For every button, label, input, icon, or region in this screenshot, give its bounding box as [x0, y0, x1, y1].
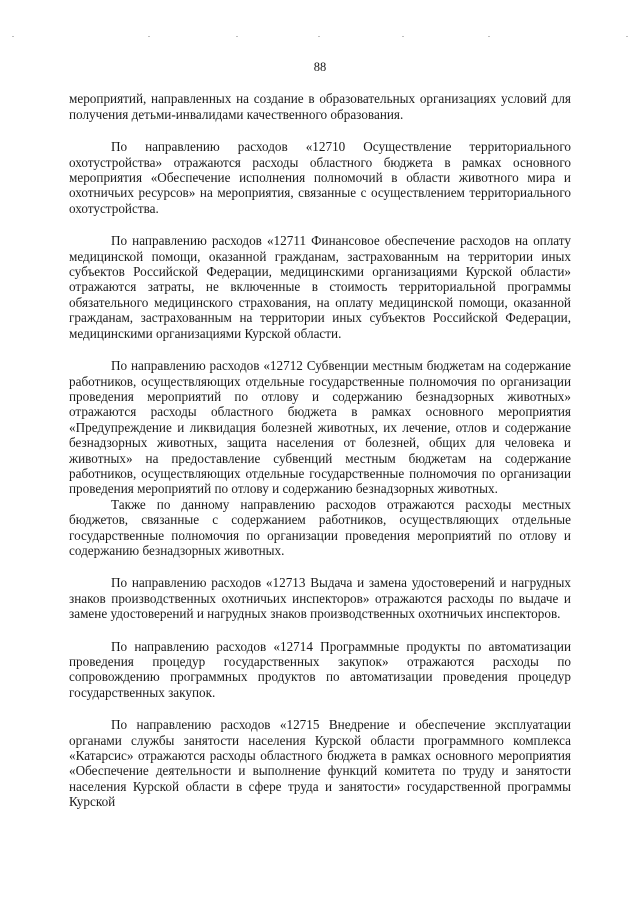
paragraph-12711: По направлению расходов «12711 Финансовое обеспечение расходов на оплату медицинской помощи, оказанной гражданам, застрахованным на территории иных субъектов Российской Федерации, медицинскими организациями Курской области» отражаются затраты, не включенные в стоимость территориальной программы обязательного медицинского страхования, на оплату медицинской помощи, оказанной гражданам, застрахованным на территории иных субъектов Российской Федерации, медицинскими организациями Курской области.	[69, 233, 571, 341]
paragraph-12715: По направлению расходов «12715 Внедрение и обеспечение эксплуатации органами службы занятости населения Курской области программного комплекса «Катарсис» отражаются расходы областного бюджета в рамках основного мероприятия «Обеспечение деятельности и выполнение функций комитета по труду и занятости населения Курской области в сфере труда и занятости» государственной программы Курской	[69, 717, 571, 810]
paragraph-12712: По направлению расходов «12712 Субвенции местным бюджетам на содержание работников, осуществляющих отдельные государственные полномочия по организации проведения мероприятий по отлову и содержанию безнадзорных животных» отражаются расходы областного бюджета в рамках основного мероприятия «Предупреждение и ликвидация болезней животных, их лечение, отлов и содержание безнадзорных животных, защита населения от болезней, общих для человека и животных» на предоставление субвенций местным бюджетам на содержание работников, осуществляющих отдельные государственные полномочия по организации проведения мероприятий по отлову и содержанию безнадзорных животных.	[69, 358, 571, 497]
paragraph-12714: По направлению расходов «12714 Программные продукты по автоматизации проведения процедур государственных закупок» отражаются расходы по сопровождению программных продуктов по автоматизации проведения процедур государственных закупок.	[69, 638, 571, 700]
scan-artifact-dots	[0, 36, 640, 37]
paragraph-12713: По направлению расходов «12713 Выдача и замена удостоверений и нагрудных знаков производственных охотничьих инспекторов» отражаются расходы по выдаче и замене удостоверений и нагрудных знаков производственных охотничьих инспекторов.	[69, 575, 571, 622]
paragraph-12710: По направлению расходов «12710 Осуществление территориального охотустройства» отражаются расходы областного бюджета в рамках основного мероприятия «Обеспечение исполнения полномочий в области животного мира и охотничьих ресурсов» на мероприятия, связанные с осуществлением территориального охотустройства.	[69, 139, 571, 216]
paragraph-12712-addendum: Также по данному направлению расходов отражаются расходы местных бюджетов, связанные с содержанием работников, осуществляющих отдельные государственные полномочия по организации проведения мероприятий по отлову и содержанию безнадзорных животных.	[69, 496, 571, 558]
paragraph-continuation: мероприятий, направленных на создание в образовательных организациях условий для получения детьми-инвалидами качественного образования.	[69, 91, 571, 122]
page-number: 88	[313, 60, 327, 74]
